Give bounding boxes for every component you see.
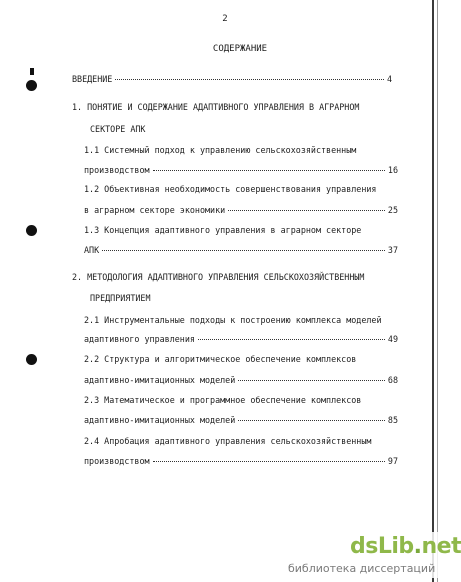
toc-page-number: 25: [387, 205, 398, 215]
leader-dots: [153, 170, 385, 171]
section-2-2-title: 2.2 Структура и алгоритмическое обеспечение комплексов: [84, 354, 357, 364]
watermark-logo: [350, 534, 461, 559]
toc-entry-2-1: [84, 334, 398, 344]
toc-entry-2-3: [84, 415, 398, 425]
section-2-4-title: 2.4 Апробация адаптивного управления сельскохозяйственным: [84, 436, 372, 446]
watermark-logo-main: dsLib: [350, 534, 414, 559]
watermark-logo-tld: net: [421, 534, 461, 559]
punch-hole: [26, 354, 37, 365]
toc-page-number: 16: [387, 165, 398, 175]
toc-entry-label: производством: [84, 165, 150, 175]
section-2-1-title: 2.1 Инструментальные подходы к построению комплекса моделей: [84, 315, 382, 325]
toc-page-number: 4: [386, 74, 392, 84]
leader-dots: [102, 250, 385, 251]
section-1-1-title: 1.1 Системный подход к управлению сельскохозяйственным: [84, 145, 357, 155]
section-2-3-title: 2.3 Математическое и программное обеспечение комплексов: [84, 395, 362, 405]
toc-entry-label: адаптивного управления: [84, 334, 195, 344]
toc-entry-label: производством: [84, 456, 150, 466]
leader-dots: [238, 420, 385, 421]
toc-entry-2-4: [84, 456, 398, 466]
toc-entry-2-2: [84, 375, 398, 385]
page-number: 2: [222, 14, 228, 24]
leader-dots: [115, 79, 384, 80]
toc-entry-label: в аграрном секторе экономики: [84, 205, 226, 215]
toc-page-number: 68: [387, 375, 398, 385]
chapter-1-title-cont: СЕКТОРЕ АПК: [90, 124, 146, 134]
toc-entry-label: адаптивно-имитационных моделей: [84, 415, 236, 425]
toc-entry-label: АПК: [84, 245, 100, 255]
toc-entry-intro: [72, 74, 392, 84]
page-edge: [432, 0, 434, 582]
punch-hole: [26, 225, 37, 236]
leader-dots: [153, 461, 385, 462]
section-1-2-title: 1.2 Объективная необходимость совершенствования управления: [84, 184, 377, 194]
toc-entry-1-2: [84, 205, 398, 215]
toc-page-number: 97: [387, 456, 398, 466]
leader-dots: [228, 210, 385, 211]
toc-entry-label: ВВЕДЕНИЕ: [72, 74, 113, 84]
toc-heading: СОДЕРЖАНИЕ: [212, 44, 268, 54]
toc-page-number: 85: [387, 415, 398, 425]
toc-entry-1-1: [84, 165, 398, 175]
section-1-3-title: 1.3 Концепция адаптивного управления в аграрном секторе: [84, 225, 362, 235]
punch-hole: [26, 80, 37, 91]
toc-entry-label: адаптивно-имитационных моделей: [84, 375, 236, 385]
leader-dots: [198, 339, 385, 340]
watermark-subtitle: библиотека диссертаций: [288, 562, 436, 575]
scan-mark: [30, 68, 34, 75]
chapter-2-title-cont: ПРЕДПРИЯТИЕМ: [90, 293, 151, 303]
watermark[interactable]: [272, 532, 461, 578]
toc-page-number: 49: [387, 334, 398, 344]
watermark-logo-dot: .: [413, 534, 422, 559]
leader-dots: [238, 380, 385, 381]
page-edge-shadow: [437, 0, 438, 582]
toc-page-number: 37: [387, 245, 398, 255]
chapter-1-title: 1. ПОНЯТИЕ И СОДЕРЖАНИЕ АДАПТИВНОГО УПРАВЛЕНИЯ В АГРАРНОМ: [72, 102, 360, 112]
toc-entry-1-3: [84, 245, 398, 255]
chapter-2-title: 2. МЕТОДОЛОГИЯ АДАПТИВНОГО УПРАВЛЕНИЯ СЕЛЬСКОХОЗЯЙСТВЕННЫМ: [72, 272, 365, 282]
